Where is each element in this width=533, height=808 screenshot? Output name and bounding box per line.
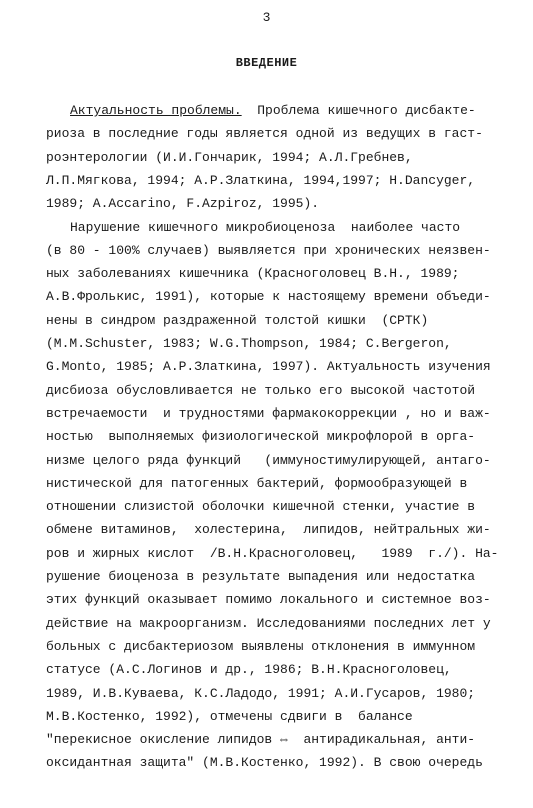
- underlined-lead: Актуальность проблемы.: [70, 103, 242, 118]
- text-line: [46, 220, 520, 236]
- line-text: Нарушение кишечного микробиоценоза наиболее часто: [70, 219, 461, 235]
- text-line: [46, 406, 496, 422]
- line-text: больных с дисбактериозом выявлены отклонения в иммунном: [46, 638, 476, 654]
- text-line: [46, 476, 496, 492]
- line-text: нены в синдром раздраженной толстой кишки (СРТК): [46, 312, 429, 328]
- text-line: [46, 755, 496, 771]
- text-line: [46, 289, 496, 305]
- line-text: 1989; A.Accarino, F.Azpiroz, 1995).: [46, 196, 320, 212]
- section-heading: ВВЕДЕНИЕ: [235, 56, 298, 70]
- line-text: "перекисное окисление липидов ⇔ антирадикальная, анти-: [46, 732, 476, 748]
- text-line: [46, 569, 496, 585]
- line-text: ностью выполняемых физиологической микрофлорой в орга-: [46, 429, 476, 445]
- line-text: рушение биоценоза в результате выпадения или недостатка: [46, 569, 476, 584]
- line-text: роэнтерологии (И.И.Гончарик, 1994; А.Л.Гребнев,: [46, 149, 413, 165]
- line-text: G.Monto, 1985; А.Р.Златкина, 1997). Актуальность изучения: [46, 359, 491, 375]
- line-text: Проблема кишечного дисбакте-: [241, 103, 476, 118]
- line-text: Л.П.Мягкова, 1994; А.Р.Златкина, 1994,1997; H.Dancyger,: [46, 172, 476, 188]
- text-line: [46, 453, 496, 469]
- text-line: [46, 732, 496, 748]
- text-line: [46, 126, 496, 142]
- line-text: оксидантная защита" (М.В.Костенко, 1992). В свою очередь: [46, 755, 483, 771]
- line-text: низме целого ряда функций (иммуностимулирующей, антаго-: [46, 452, 491, 468]
- line-text: риоза в последние годы является одной из ведущих в гаст-: [46, 126, 483, 142]
- text-line: [46, 173, 496, 189]
- text-line: [46, 662, 496, 678]
- text-line: [46, 196, 496, 212]
- text-line: [46, 383, 496, 399]
- text-line: [46, 592, 496, 608]
- line-text: А.В.Фролькис, 1991), которые к настоящему времени объеди-: [46, 289, 491, 305]
- text-line: [46, 709, 496, 725]
- text-line: [46, 639, 496, 655]
- line-text: обмене витаминов, холестерина, липидов, нейтральных жи-: [46, 522, 491, 538]
- line-text: нистической для патогенных бактерий, формообразующей в: [46, 475, 468, 491]
- text-line: [46, 243, 496, 259]
- text-line: [46, 150, 496, 166]
- line-text: встречаемости и трудностями фармакокоррекции , но и важ-: [46, 405, 491, 421]
- line-text: (в 80 - 100% случаев) выявляется при хронических неязвен-: [46, 242, 491, 258]
- text-line: [46, 359, 496, 375]
- line-text: действие на макроорганизм. Исследованиями последних лет у: [46, 615, 491, 631]
- line-text: 1989, И.В.Куваева, К.С.Ладодо, 1991; А.И.Гусаров, 1980;: [46, 685, 476, 701]
- text-line: [46, 313, 496, 329]
- text-line: [46, 103, 520, 119]
- line-text: (M.M.Schuster, 1983; W.G.Thompson, 1984; C.Bergeron,: [46, 336, 452, 351]
- text-line: [46, 499, 496, 515]
- line-text: дисбиоза обусловливается не только его высокой частотой: [46, 382, 476, 398]
- text-line: [46, 686, 496, 702]
- text-line: [46, 545, 499, 562]
- line-text: этих функций оказывает помимо локального и системное воз-: [46, 592, 491, 608]
- line-text: ров и жирных кислот /В.Н.Красноголовец, 1989 г./). На-: [46, 545, 499, 561]
- line-text: отношении слизистой оболочки кишечной стенки, участие в: [46, 499, 476, 515]
- line-text: статусе (А.С.Логинов и др., 1986; В.Н.Красноголовец,: [46, 662, 452, 678]
- text-line: [46, 266, 496, 282]
- page-number: 3: [262, 10, 271, 25]
- text-line: [46, 522, 496, 538]
- text-line: [46, 336, 496, 352]
- text-line: [46, 429, 496, 445]
- line-text: ных заболеваниях кишечника (Красноголовец В.Н., 1989;: [46, 266, 460, 282]
- line-text: М.В.Костенко, 1992), отмечены сдвиги в балансе: [46, 708, 413, 724]
- text-line: [46, 616, 496, 632]
